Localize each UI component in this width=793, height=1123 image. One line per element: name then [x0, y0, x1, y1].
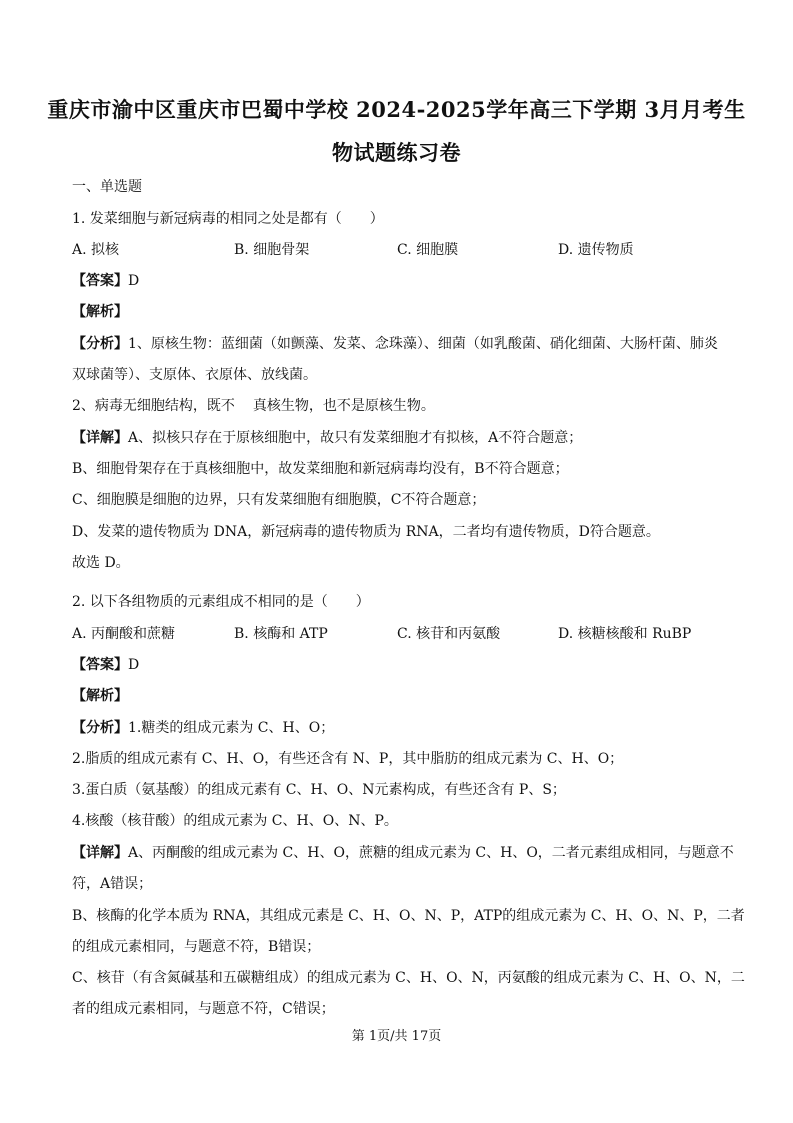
q2-xiangjie-c2: 者的组成元素相同，与题意不符，C错误； — [72, 1001, 335, 1017]
q1-xiangjie-b: B、细胞骨架存在于真核细胞中，故发菜细胞和新冠病毒均没有，B不符合题意； — [72, 461, 569, 477]
answer-value: D — [128, 657, 140, 673]
analysis-tag: 【解析】 — [72, 304, 128, 320]
page-title-line2: 物试题练习卷 — [332, 140, 461, 165]
q1-option-b: B. 细胞骨架 — [234, 242, 310, 258]
q2-xiangjie-c1: C、核苷（有含氮碱基和五碳糖组成）的组成元素为 C、H、O、N，丙氨酸的组成元素为 C、H、O、N，二 — [72, 970, 745, 986]
xiangjie-text: A、丙酮酸的组成元素为 C、H、O，蔗糖的组成元素为 C、H、O，二者元素组成相同，与题意不 — [128, 845, 734, 861]
q2-stem: 2. 以下各组物质的元素组成不相同的是（ ） — [72, 594, 370, 610]
analysis-tag: 【解析】 — [72, 688, 128, 704]
q1-analysis-tag — [72, 303, 732, 321]
q1-option-c: C. 细胞膜 — [397, 242, 459, 258]
page-footer: 第 1页/共 17页 — [351, 1029, 442, 1044]
answer-tag: 【答案】 — [72, 657, 128, 673]
fenxi-tag: 【分析】 — [72, 720, 128, 736]
page-title-line1: 重庆市渝中区重庆市巴蜀中学校 2024-2025学年高三下学期 3月月考生 — [47, 97, 746, 122]
section-heading: 一、单选题 — [72, 179, 142, 195]
q2-xiangjie-a2: 符，A错误； — [72, 876, 153, 892]
fenxi-text: 1、原核生物：蓝细菌（如颤藻、发菜、念珠藻）、细菌（如乳酸菌、硝化细菌、大肠杆菌、肺炎 — [128, 336, 718, 352]
q1-fenxi-1b: 双球菌等）、支原体、衣原体、放线菌。 — [72, 367, 317, 383]
q2-option-c: C. 核苷和丙氨酸 — [397, 626, 501, 642]
fenxi-2-part1: 2、病毒无细胞结构，既不 — [72, 398, 235, 414]
q2-option-b: B. 核酶和 ATP — [234, 626, 328, 642]
q2-fenxi-3: 3.蛋白质（氨基酸）的组成元素有 C、H、O、N元素构成，有些还含有 P、S； — [72, 782, 566, 798]
q2-xiangjie-b2: 的组成元素相同，与题意不符，B错误； — [72, 939, 321, 955]
q2-fenxi-2: 2.脂质的组成元素有 C、H、O，有些还含有 N、P，其中脂肪的组成元素为 C、H、O； — [72, 751, 624, 767]
q1-option-a: A. 拟核 — [72, 242, 120, 258]
q1-conclusion: 故选 D。 — [72, 555, 130, 571]
fenxi-2-part2: 真核生物，也不是原核生物。 — [252, 398, 435, 414]
answer-value: D — [128, 273, 140, 289]
q1-xiangjie-a — [72, 429, 732, 447]
q1-fenxi-2 — [72, 397, 732, 415]
q2-fenxi-4: 4.核酸（核苷酸）的组成元素为 C、H、O、N、P。 — [72, 813, 398, 829]
q1-xiangjie-c: C、细胞膜是细胞的边界，只有发菜细胞有细胞膜，C不符合题意； — [72, 492, 486, 508]
q1-option-d: D. 遗传物质 — [558, 242, 634, 258]
answer-tag: 【答案】 — [72, 273, 128, 289]
xiangjie-text: A、拟核只存在于原核细胞中，故只有发菜细胞才有拟核，A不符合题意； — [128, 430, 583, 446]
q2-analysis-tag — [72, 687, 732, 705]
q2-xiangjie-a1 — [72, 844, 732, 862]
q2-fenxi-1 — [72, 719, 732, 737]
q2-answer — [72, 656, 732, 674]
q1-xiangjie-d: D、发菜的遗传物质为 DNA，新冠病毒的遗传物质为 RNA，二者均有遗传物质，D符合题意。 — [72, 524, 660, 540]
q1-fenxi-1a — [72, 335, 732, 353]
q2-option-a: A. 丙酮酸和蔗糖 — [72, 626, 176, 642]
fenxi-text: 1.糖类的组成元素为 C、H、O； — [128, 720, 335, 736]
q2-option-d: D. 核糖核酸和 RuBP — [558, 626, 692, 642]
fenxi-tag: 【分析】 — [72, 336, 128, 352]
q2-xiangjie-b1: B、核酶的化学本质为 RNA，其组成元素是 C、H、O、N、P，ATP的组成元素为 C、H、O、N、P，二者 — [72, 908, 745, 924]
xiangjie-tag: 【详解】 — [72, 430, 128, 446]
q1-stem: 1. 发菜细胞与新冠病毒的相同之处是都有（ ） — [72, 211, 384, 227]
q1-answer — [72, 272, 732, 290]
xiangjie-tag: 【详解】 — [72, 845, 128, 861]
